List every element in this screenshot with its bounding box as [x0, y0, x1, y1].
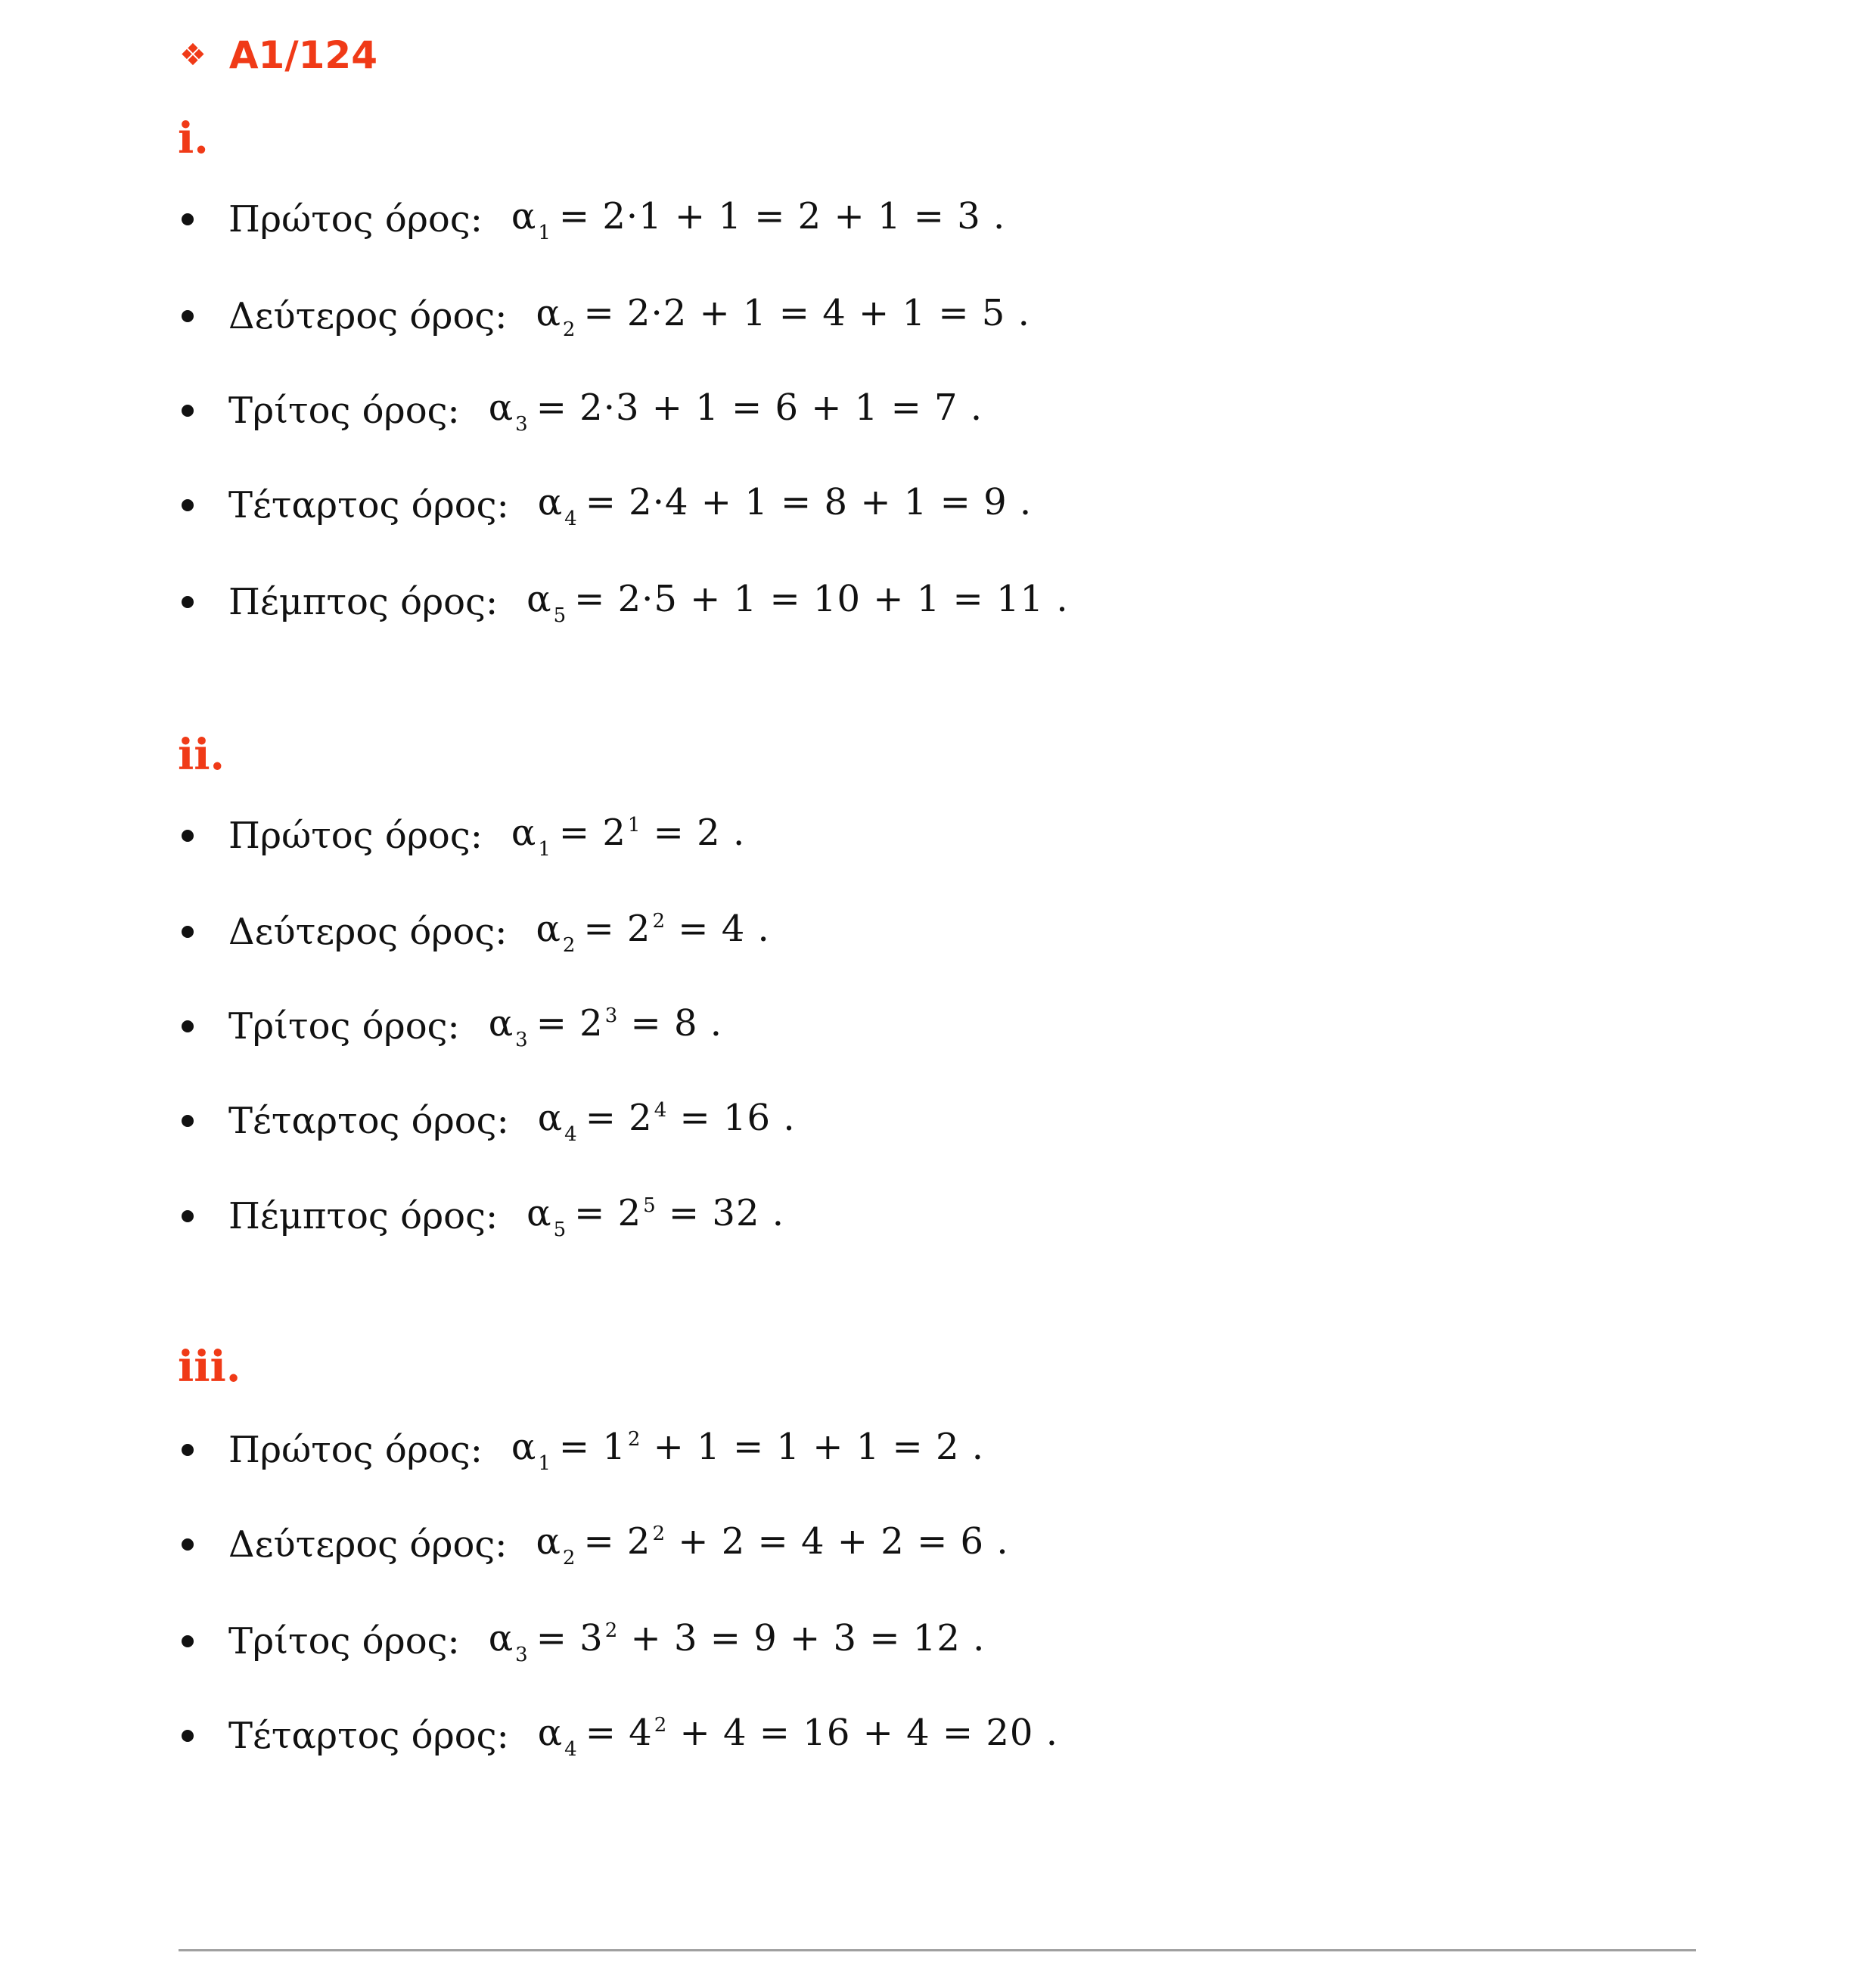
term-label: Τέταρτος όρος:	[228, 1100, 509, 1142]
list-item	[182, 1423, 984, 1476]
term-formula: $\alpha_4 = 2\cdot 4 + 1 = 8 + 1 = 9$ .	[537, 480, 1033, 530]
list-item	[182, 1000, 722, 1053]
bullet-icon	[182, 926, 194, 938]
term-formula: $\alpha_2 = 2^2 + 2 = 4 + 2 = 6$ .	[536, 1520, 1009, 1569]
part-label-ii: ii.	[178, 730, 225, 780]
term-formula: $\alpha_3 = 2\cdot 3 + 1 = 6 + 1 = 7$ .	[488, 386, 983, 436]
term-label: Δεύτερος όρος:	[228, 295, 508, 337]
term-label: Πρώτος όρος:	[228, 198, 483, 241]
list-item	[182, 1190, 784, 1243]
term-label: Πέμπτος όρος:	[228, 581, 499, 623]
list-item	[182, 1709, 1058, 1762]
term-label: Πρώτος όρος:	[228, 815, 483, 857]
bullet-icon	[182, 405, 194, 417]
term-label: Δεύτερος όρος:	[228, 1523, 508, 1566]
list-item	[182, 1518, 1009, 1571]
part-label-i: i.	[178, 113, 209, 163]
bullet-icon	[182, 830, 194, 842]
term-formula: $\alpha_1 = 2\cdot 1 + 1 = 2 + 1 = 3$ .	[511, 194, 1006, 244]
term-formula: $\alpha_1 = 2^1 = 2$ .	[511, 811, 746, 861]
part-label-iii: iii.	[178, 1342, 241, 1392]
list-item	[182, 384, 983, 437]
term-formula: $\alpha_5 = 2\cdot 5 + 1 = 10 + 1 = 11$ .	[526, 577, 1069, 627]
bullet-icon	[182, 1210, 194, 1222]
bullet-icon	[182, 1115, 194, 1127]
exercise-number: Α1/124	[228, 33, 377, 77]
bullet-icon	[182, 310, 194, 322]
term-label: Τρίτος όρος:	[228, 1620, 460, 1662]
term-label: Τρίτος όρος:	[228, 390, 460, 432]
list-item	[182, 576, 1069, 629]
term-formula: $\alpha_4 = 4^2 + 4 = 16 + 4 = 20$ .	[537, 1711, 1058, 1761]
diamond-bullet-icon: ❖	[179, 38, 207, 73]
term-formula: $\alpha_2 = 2^2 = 4$ .	[536, 907, 770, 957]
term-label: Δεύτερος όρος:	[228, 911, 508, 953]
footer-divider	[179, 1949, 1696, 1951]
exercise-title	[179, 29, 377, 82]
term-label: Τέταρτος όρος:	[228, 484, 509, 526]
list-item	[182, 290, 1030, 343]
list-item	[182, 1615, 985, 1668]
list-item	[182, 809, 745, 862]
bullet-icon	[182, 1538, 194, 1551]
term-formula: $\alpha_2 = 2\cdot 2 + 1 = 4 + 1 = 5$ .	[536, 291, 1030, 341]
bullet-icon	[182, 596, 194, 608]
term-formula: $\alpha_1 = 1^2 + 1 = 1 + 1 = 2$ .	[511, 1425, 985, 1475]
term-label: Τρίτος όρος:	[228, 1005, 460, 1048]
term-formula: $\alpha_4 = 2^4 = 16$ .	[537, 1096, 796, 1146]
list-item	[182, 479, 1032, 532]
term-formula: $\alpha_3 = 3^2 + 3 = 9 + 3 = 12$ .	[488, 1616, 986, 1666]
bullet-icon	[182, 1635, 194, 1647]
bullet-icon	[182, 1730, 194, 1742]
bullet-icon	[182, 1444, 194, 1456]
list-item	[182, 1094, 796, 1147]
bullet-icon	[182, 1020, 194, 1032]
term-label: Πέμπτος όρος:	[228, 1195, 499, 1237]
term-label: Πρώτος όρος:	[228, 1429, 483, 1471]
term-formula: $\alpha_5 = 2^5 = 32$ .	[526, 1191, 784, 1241]
list-item	[182, 193, 1005, 246]
bullet-icon	[182, 499, 194, 511]
term-label: Τέταρτος όρος:	[228, 1715, 509, 1757]
bullet-icon	[182, 213, 194, 225]
list-item	[182, 905, 770, 958]
term-formula: $\alpha_3 = 2^3 = 8$ .	[488, 1001, 723, 1051]
